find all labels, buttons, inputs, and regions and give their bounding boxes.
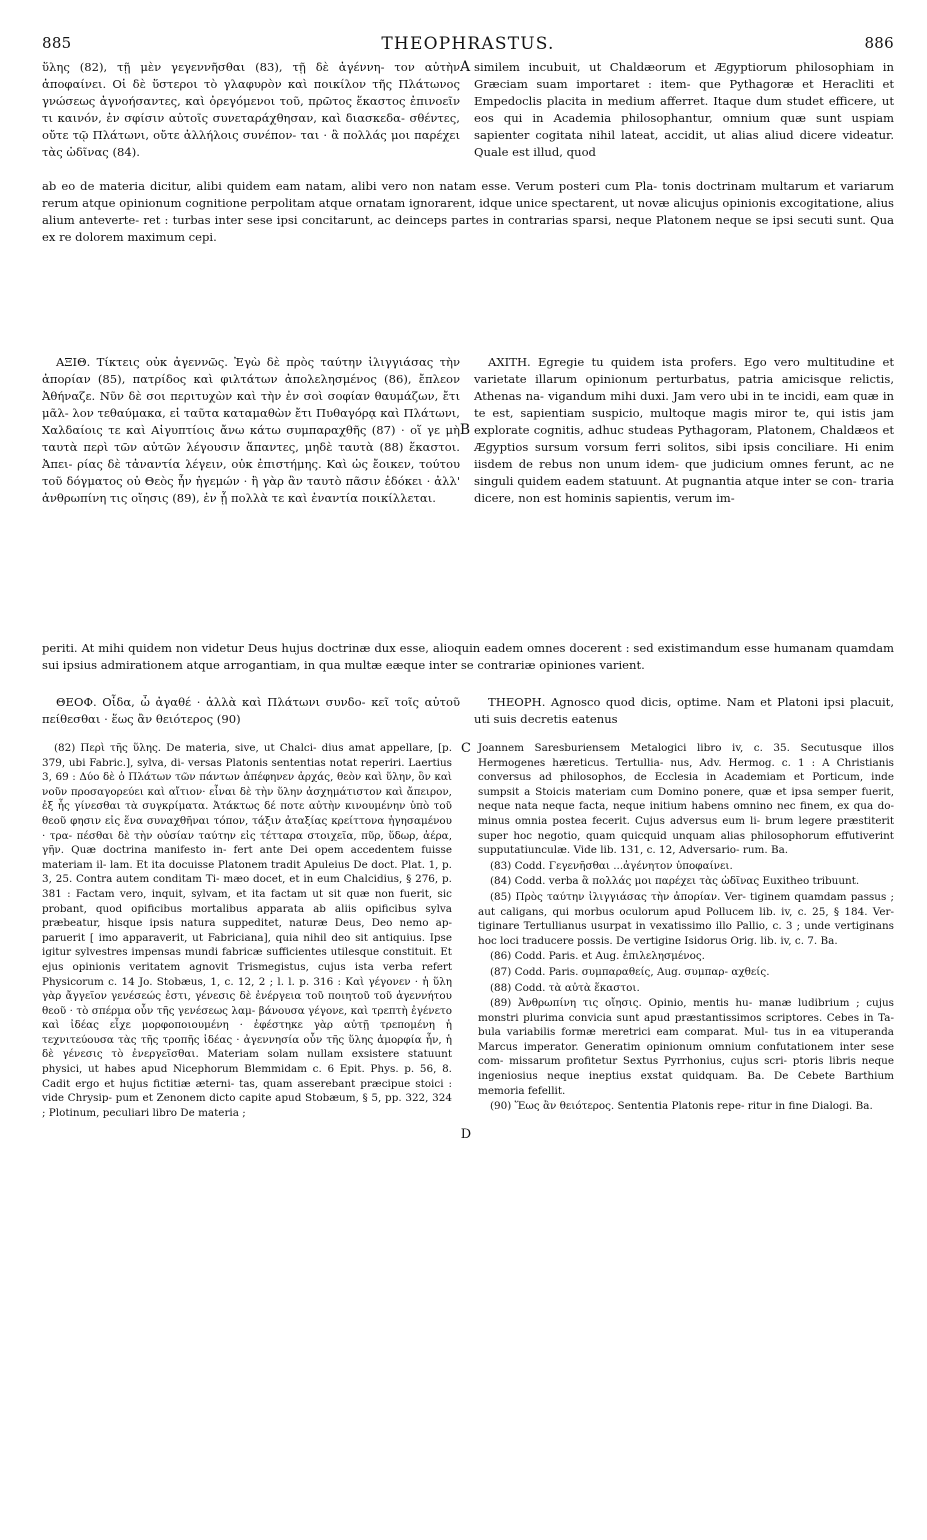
- greek-text-block-1: [42, 59, 460, 161]
- page-number-left: 885: [42, 34, 72, 52]
- latin-continuation: ab eo de materia dicitur, alibi quidem eam natam, alibi vero non natam esse. Verum posteri cum Pla- tonis doctrinam multarum et variarum rerum atque opinionum cognitione perpolitam atque ornatam ignorarent, idque unice spectarent, ut novæ alicujus opinionis excogitatione, alius alium anteverte- ret : turbas inter sese ipsi concitarunt, ac deinceps partes in contrarias sparsi, neque Platonem neque se ipsi secuti sunt. Qua ex re dolorem maximum cepi.: [42, 179, 894, 244]
- latin-text-block-2: [474, 354, 894, 507]
- latin-dialogue: AXITH. Egregie tu quidem ista profers. Ego vero multitudine et varietate illarum opinionum perturbatus, patria amicisque relictis, Athenas na- vigandum mihi duxi. Jam vero ubi in te incidi, eam quæ in te est, sapientiam suspicio, multoque magis miror te, qui istis jam explorate cognitis, adhuc studeas Pythagoram, Platonem, Chaldæos et Ægyptios sursum vorsum ferri solitos, sibi ipsis conciliare. Hi enim iisdem de rebus non unum idem- que judicium omnes ferunt, ac ne singuli quidem eadem statuunt. At pugnantia atque inter se con- traria dicere, non est hominis sapientis, verum im-: [474, 355, 894, 505]
- footnotes-right-column: [478, 741, 894, 1115]
- latin-paragraph: similem incubuit, ut Chaldæorum et Ægyptiorum philosophiam in Græciam suam importaret : item- que Pythagoræ et Heracliti et Empedoclis placita in medium afferret. Itaque dum studet efficere, ut eos qui in Academia philosophantur, omnium quæ sunt uspiam sapienter cogitata nihil lateat, accidit, ut alias aliud dicere videatur. Quale est illud, quod: [474, 60, 894, 159]
- footnote: (85) Πρὸς ταύτην ἰλιγγιάσας τὴν ἀπορίαν. Ver- tiginem quamdam passus ; aut caligans, qui morbus oculorum apud Pollucem lib. iv, c. 25, § 184. Ver- tiginare Tertullianus usurpat in vexatissimo illo Pallio, c. 3 ; unde vertiginans hoc loci traducere possis. De vertigine Isidorus Orig. lib. iv, c. 7. Ba.: [478, 890, 894, 947]
- greek-paragraph: ὕλης (82), τῇ μὲν γεγεννῆσθαι (83), τῇ δὲ ἀγέννη- τον αὐτὴν ἀποφαίνει. Οἱ δὲ ὕστεροι τὸ γλαφυρὸν καὶ ποικίλον τῆς Πλάτωνος γνώσεως ἀγνοήσαντες, καὶ ὀρεγόμενοι τοῦ, πρῶτος ἕκαστος ἐπινοεῖν τι καινόν, ἐν σφίσιν αὐτοῖς συνεταράχθησαν, καὶ διασκεδα- σθέντες, οὔτε τῷ Πλάτωνι, οὔτε ἀλλήλοις συνέπον- ται · ἃ πολλάς μοι παρέχει τὰς ὠδῖνας (84).: [42, 60, 460, 159]
- footnote: (83) Codd. Γεγενῆσθαι ...ἀγένητον ὑποφαίνει.: [490, 859, 733, 872]
- greek-text-block-3: [42, 694, 460, 728]
- page-title: THEOPHRASTUS.: [381, 34, 555, 54]
- greek-dialogue: ΘΕΟΦ. Οἶδα, ὦ ἀγαθέ · ἀλλὰ καὶ Πλάτωνι συνδο- κεῖ τοῖς αὐτοῦ πείθεσθαι · ἕως ἂν θειότερος (90): [42, 695, 460, 726]
- footnote: (90) Ἕως ἂν θειότερος. Sententia Platonis repe- ritur in fine Dialogi. Ba.: [490, 1100, 873, 1113]
- latin-text-block-3: [474, 694, 894, 728]
- greek-text-block-2: [42, 354, 460, 507]
- margin-letter-c: C: [461, 741, 471, 756]
- latin-full-width-1: [42, 178, 894, 246]
- footnote: Joannem Saresburiensem Metalogici libro iv, c. 35. Secutusque illos Hermogenes hæreticus. Tertullia- nus, Adv. Hermog. c. 1 : A Christianis conversus ad philosophos, de Ecclesia in Academiam et Porticum, inde sumpsit a Stoicis materiam cum Domino ponere, quæ et ipsa semper fuerit, neque nata neque facta, neque initium habens omnino nec finem, ex qua do- minus omnia postea fecerit. Cujus adversus eum li- brum legere præstiterit super hoc negotio, quam quicquid unquam alias philosophorum effutiverint supputatiunculæ. Vide lib. 131, c. 12, Adversario- rum. Ba.: [478, 742, 894, 857]
- footnote: (88) Codd. τὰ αὐτὰ ἕκαστοι.: [490, 981, 640, 994]
- footnote: (84) Codd. verba ἃ πολλάς μοι παρέχει τὰς ὠδῖνας Euxitheo tribuunt.: [490, 875, 860, 888]
- greek-dialogue: ΑΞΙΘ. Τίκτεις οὐκ ἀγεννῶς. Ἐγὼ δὲ πρὸς ταύτην ἰλιγγιάσας τὴν ἀπορίαν (85), πατρίδος καὶ φιλτάτων ἀπολελησμένος (86), ἔπλεον Ἀθήναζε. Νῦν δὲ σοι περιτυχὼν καὶ τὴν ἐν σοὶ σοφίαν θαυμάζων, ἔτι μᾶλ- λον τεθαύμακα, εἰ ταῦτα καταμαθὼν ἔτι Πυθαγόρᾳ καὶ Πλάτωνι, Χαλδαίοις τε καὶ Αἰγυπτίοις ἄνω κάτω συμπαραχθῆς (87) · οἵ γε μὴ ταυτὰ περὶ τῶν αὐτῶν λέγουσιν ἅπαντες, μηδὲ ταυτὰ (88) ἕκαστοι. Ἀπει- ρίας δὲ τἀναντία λέγειν, οὐκ ἐπιστήμης. Καὶ ὡς ἔοικεν, τούτου τοῦ δόγματος οὐ Θεὸς ἦν ἡγεμών · ἢ γὰρ ἂν ταυτὸ πᾶσιν ἐδόκει · ἀλλ' ἀνθρωπίνη τις οἴησις (89), ἐν ᾗ πολλὰ τε καὶ ἐναντία ποικίλλεται.: [42, 355, 460, 505]
- margin-letter-a: A: [459, 59, 471, 75]
- margin-letter-d: D: [460, 1127, 472, 1142]
- running-header: [42, 34, 894, 56]
- page-number-right: 886: [864, 34, 894, 52]
- footnotes-left-column: [42, 741, 452, 1121]
- latin-full-width-2: [42, 640, 894, 674]
- footnote: (82) Περὶ τῆς ὕλης. De materia, sive, ut Chalci- dius amat appellare, [p. 379, ubi Fabric.], sylva, di- versas Platonis sententias notat reperiri. Laertius 3, 69 : Δύο δὲ ὁ Πλάτων τῶν πάντων ἀπέφηνεν ἀρχάς, θεὸν καὶ ὕλην, ὃν καὶ νοῦν προσαγορεύει καὶ αἴτιον· εἶναι δὲ τὴν ὕλην ἀσχημάτιστον καὶ ἄπειρον, ἐξ ἧς γίνεσθαι τὰ συγκρίματα. Ἀτάκτως δέ ποτε αὐτὴν κινουμένην ὑπὸ τοῦ θεοῦ φησιν εἰς ἕνα συναχθῆναι τόπον, τάξιν ἀταξίας κρείττονα ἡγησαμένου · τρα- πέσθαι δὲ τὴν οὐσίαν ταύτην εἰς τέτταρα στοιχεῖα, πῦρ, ὕδωρ, ἀέρα, γῆν. Quæ doctrina manifesto in- fert ante Dei opem accedentem fuisse materiam il- lam. Et ita docuisse Platonem tradit Apuleius De doct. Plat. 1, p. 3, 25. Contra autem conditam Ti- mæo docet, et in eum Chalcidius, § 276, p. 381 : Factam vero, inquit, sylvam, et ita factam ut sit quæ non fuerit, sic probant, quod opificibus mortalibus apparata ab aliis opificibus sylva præbeatur, hisque ipsis natura suppeditet, naturæ Deus, Deo nemo ap- paruerit [ imo apparaverit, ut Fabriciana], quia nihil deo sit antiquius. Ipse igitur sylvestres impensas mundi fabricæ sufficientes utilesque constituit. Et ejus opinionis veritatem agnovit Trismegistus, cujus ista verba refert Physicorum c. 14 Jo. Stobæus, 1, c. 12, 2 ; l. l. p. 316 : Καὶ γέγονεν · ἡ ὕλη γὰρ ἄγγεῖον γενέσεώς ἐστι, γένεσις δὲ ἐνέργεια τοῦ ποιητοῦ τοῦ ἀγεννήτου θεοῦ · τὸ σπέρμα οὖν τῆς γενέσεως λαμ- βάνουσα γέγονε, καὶ τρεπτὴ ἐγένετο καὶ ἰδέας εἶχε μορφοποιουμένη · ἐφέστηκε γὰρ αὐτῇ τρεπομένη ἡ τεχνιτεύουσα τὰς τῆς τροπῆς ἰδέας · ἀγεννησία οὖν τῆς ὕλης ἀμορφία ἦν, ἡ δὲ γένεσις τὸ ἐνεργεῖσθαι. Materiam solam nullam exsistere statuunt physici, ut habes apud Nicephorum Blemmidam c. 6 Epit. Phys. p. 56, 8. Cadit ergo et hujus fictitiæ æterni- tas, quam asserebant præcipue stoici : vide Chrysip- pum et Zenonem dicto capite apud Stobæum, § 5, pp. 322, 324 ; Plotinum, peculiari libro De materia ;: [42, 742, 452, 1119]
- latin-text-block-1: [474, 59, 894, 161]
- margin-letter-b: B: [459, 422, 471, 438]
- footnote: (87) Codd. Paris. συμπαραθείς, Aug. συμπαρ- αχθείς.: [490, 965, 770, 978]
- latin-continuation: periti. At mihi quidem non videtur Deus hujus doctrinæ dux esse, alioquin eadem omnes docerent : sed existimandum esse humanam quamdam sui ipsius admirationem atque arrogantiam, in qua multæ eæque inter se contrariæ opiniones varient.: [42, 641, 894, 672]
- footnote: (89) Ἀνθρωπίνη τις οἴησις. Opinio, mentis hu- manæ ludibrium ; cujus monstri plurima convicia sunt apud præstantissimos scriptores. Cebes in Ta- bula variabilis formæ meretrici eam comparat. Mul- tus in ea vituperanda Marcus imperator. Generatim opinionum omnium confutationem inter sese com- missarum profitetur Sextus Pyrrhonius, cujus scri- ptoris libris neque ingeniosius neque ineptius exstat quidquam. Ba. De Cebete Barthium memoria fefellit.: [478, 997, 894, 1097]
- latin-dialogue: THEOPH. Agnosco quod dicis, optime. Nam et Platoni ipsi placuit, uti suis decretis eatenus: [474, 695, 894, 726]
- footnote: (86) Codd. Paris. et Aug. ἐπιλελησμένος.: [490, 950, 705, 963]
